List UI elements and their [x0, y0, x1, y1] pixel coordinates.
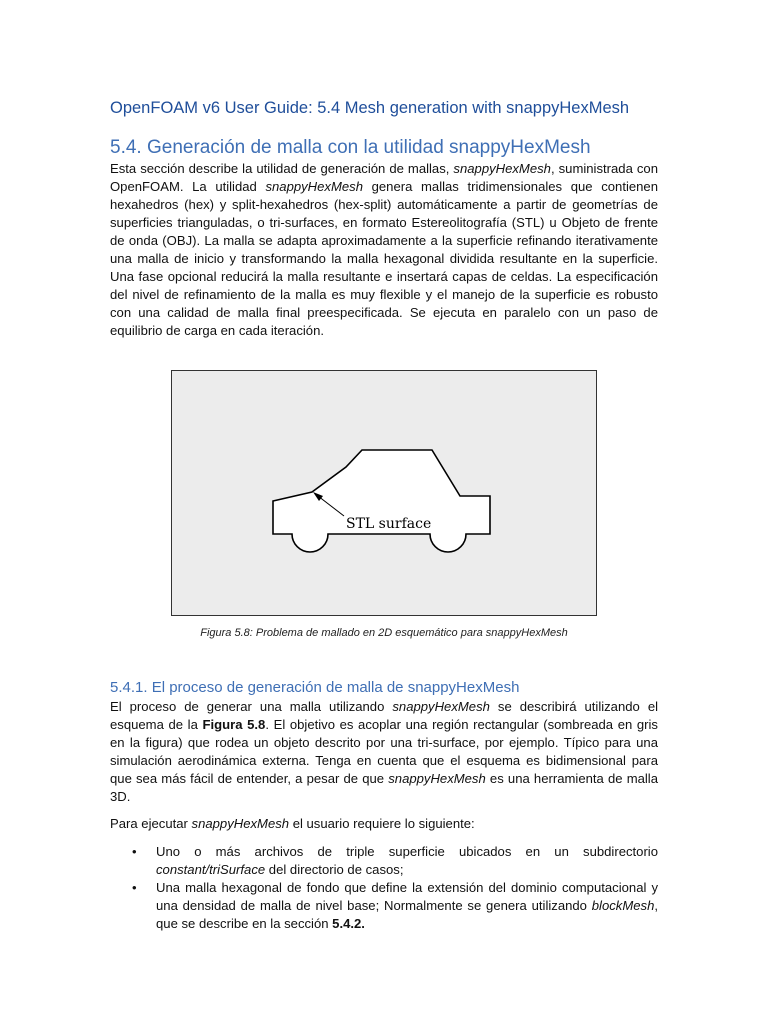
text-run: . El objetivo es acoplar una región rectangular (sombreada en gris en la figura) que rodea un objeto descrito por una tri-surface, por ejemplo. Típico para una simulación aerodinámica externa. Tenga en cuenta que el esquema es bidimensional para que sea más fácil de entender, a pesar de que [110, 717, 658, 786]
stl-surface-label: STL surface [346, 516, 432, 532]
text-run: el usuario requiere lo siguiente: [289, 816, 475, 831]
stl-surface-outline [273, 450, 490, 552]
text-run: del directorio de casos; [265, 862, 404, 877]
figure-box [171, 370, 597, 616]
list-item [110, 879, 658, 933]
section-heading: 5.4. Generación de malla con la utilidad snappyHexMesh [110, 137, 591, 158]
bullet-icon: • [132, 880, 137, 895]
section-paragraph [110, 160, 658, 340]
text-run: , suministrada con OpenFOAM. La utilidad [110, 161, 658, 194]
text-run: , que se describe en la sección [156, 898, 658, 931]
car-diagram [172, 371, 598, 617]
text-run-italic: snappyHexMesh [388, 771, 486, 786]
text-run: Una malla hexagonal de fondo que define la extensión del dominio computacional y una densidad de malla de nivel base; Normalmente se genera utilizando [156, 880, 658, 913]
requirements-list [110, 843, 658, 933]
text-run-italic: snappyHexMesh [392, 699, 490, 714]
text-run: El proceso de generar una malla utilizando [110, 699, 393, 714]
document-title: OpenFOAM v6 User Guide: 5.4 Mesh generation with snappyHexMesh [110, 99, 630, 117]
text-run: genera mallas tridimensionales que contienen hexahedros (hex) y split-hexahedros (hex-split) automáticamente a partir de geometrías de superficies trianguladas, o tri-surfaces, en formato Estereolitografía (STL) u Objeto de frente de onda (OBJ). La malla se adapta aproximadamente a la superficie refinando iterativamente una malla de inicio y transformando la malla hexagonal dividida resultante en la superficie. Una fase opcional reducirá la malla resultante e insertará capas de celdas. La especificación del nivel de refinamiento de la malla es muy flexible y el manejo de la superficie es robusto con una calidad de malla final preespecificada. Se ejecuta en paralelo con un paso de equilibrio de carga en cada iteración. [110, 179, 658, 338]
bullet-icon: • [132, 844, 137, 859]
list-item [110, 843, 658, 879]
text-run: Esta sección describe la utilidad de generación de mallas, [110, 161, 454, 176]
figure-reference: Figura 5.8 [202, 717, 266, 732]
text-run-italic: snappyHexMesh [453, 161, 551, 176]
text-run: Uno o más archivos de triple superficie ubicados en un subdirectorio [156, 844, 658, 859]
figure-caption: Figura 5.8: Problema de mallado en 2D esquemático para snappyHexMesh [200, 627, 568, 639]
section-reference: 5.4.2. [332, 916, 365, 931]
text-run: Para ejecutar [110, 816, 192, 831]
subsection-heading: 5.4.1. El proceso de generación de malla de snappyHexMesh [110, 679, 520, 696]
text-run-italic: snappyHexMesh [265, 179, 363, 194]
text-run-italic: blockMesh [591, 898, 655, 913]
text-run: se describirá utilizando el esquema de la [110, 699, 659, 732]
requirements-intro [110, 815, 658, 833]
text-run: es una herramienta de malla 3D. [110, 771, 658, 804]
text-run-italic: constant/triSurface [156, 862, 266, 877]
text-run-italic: snappyHexMesh [191, 816, 290, 831]
subsection-paragraph [110, 698, 658, 806]
